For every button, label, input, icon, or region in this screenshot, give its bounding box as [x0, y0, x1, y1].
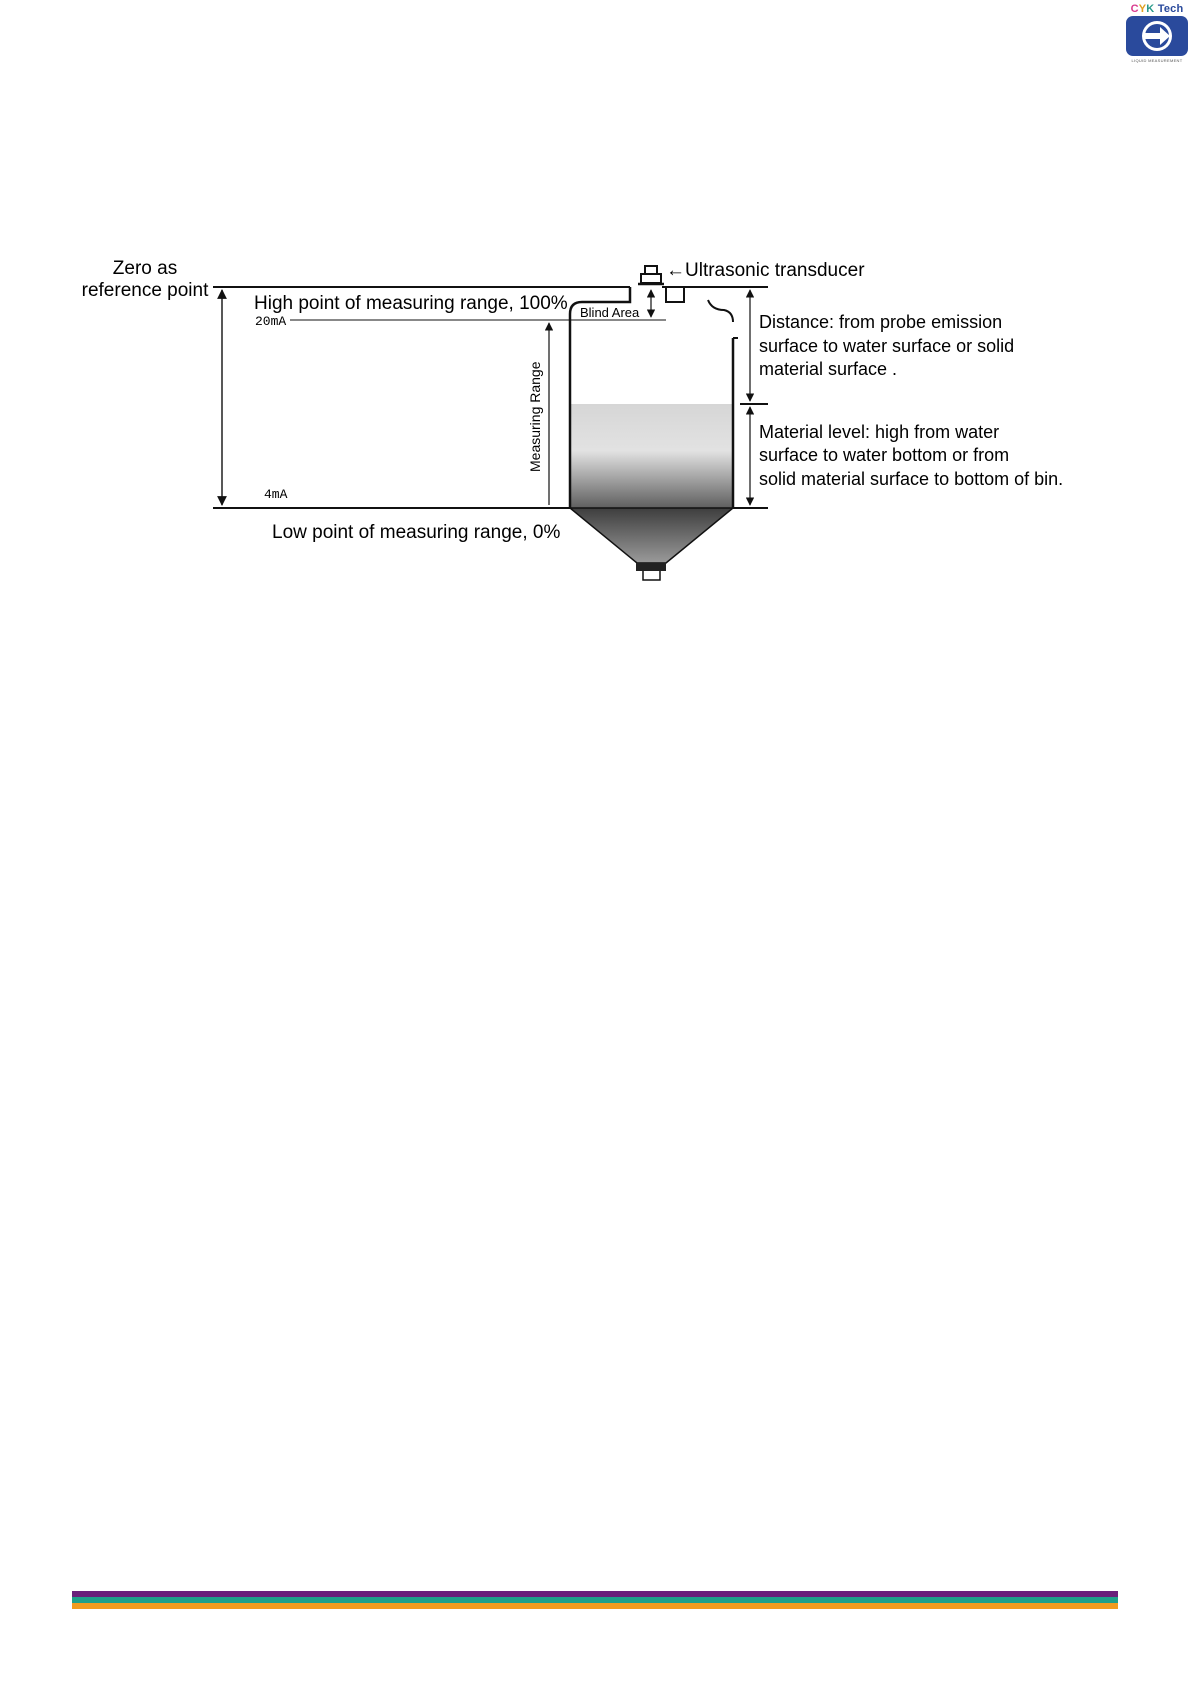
high-point-label: High point of measuring range, 100% — [254, 293, 568, 314]
zero-ref-label-1: Zero as — [112, 258, 178, 279]
level-label-1: Material level: high from water — [759, 422, 1000, 442]
ultrasonic-level-diagram — [0, 240, 1192, 590]
tank-shoulder-right — [708, 300, 733, 322]
zero-ref-label-2: reference point — [81, 280, 209, 301]
distance-label-3: material surface . — [759, 359, 898, 379]
outlet-valve — [643, 571, 660, 580]
logo-brand-tech: Tech — [1157, 3, 1184, 15]
level-label-3: solid material surface to bottom of bin. — [759, 469, 1064, 489]
low-point-label: Low point of measuring range, 0% — [272, 522, 561, 543]
current-high-label: 20mA — [255, 314, 287, 329]
transducer-label: ←Ultrasonic transducer — [666, 260, 865, 281]
logo-brand-cyk: CYK — [1130, 3, 1155, 15]
ultrasonic-transducer-icon — [638, 266, 664, 284]
blind-area-label: Blind Area — [580, 305, 640, 320]
arrow-right-icon — [1126, 16, 1188, 56]
logo-tagline: LIQUID MEASUREMENT — [1131, 58, 1183, 63]
measuring-range-label: Measuring Range — [527, 361, 543, 472]
tank-cone — [570, 508, 733, 563]
company-logo — [1122, 0, 1192, 70]
distance-label-1: Distance: from probe emission — [759, 312, 1003, 332]
level-label-2: surface to water bottom or from — [759, 445, 1010, 465]
footer-color-stripes — [72, 1591, 1118, 1609]
tank-outlet — [636, 563, 666, 571]
tank-roof-notch — [666, 287, 684, 302]
current-low-label: 4mA — [264, 487, 288, 502]
tank-liquid — [570, 404, 733, 508]
logo-brand — [1122, 3, 1192, 15]
footer-stripe-orange — [72, 1603, 1118, 1609]
distance-label-2: surface to water surface or solid — [759, 336, 1015, 356]
